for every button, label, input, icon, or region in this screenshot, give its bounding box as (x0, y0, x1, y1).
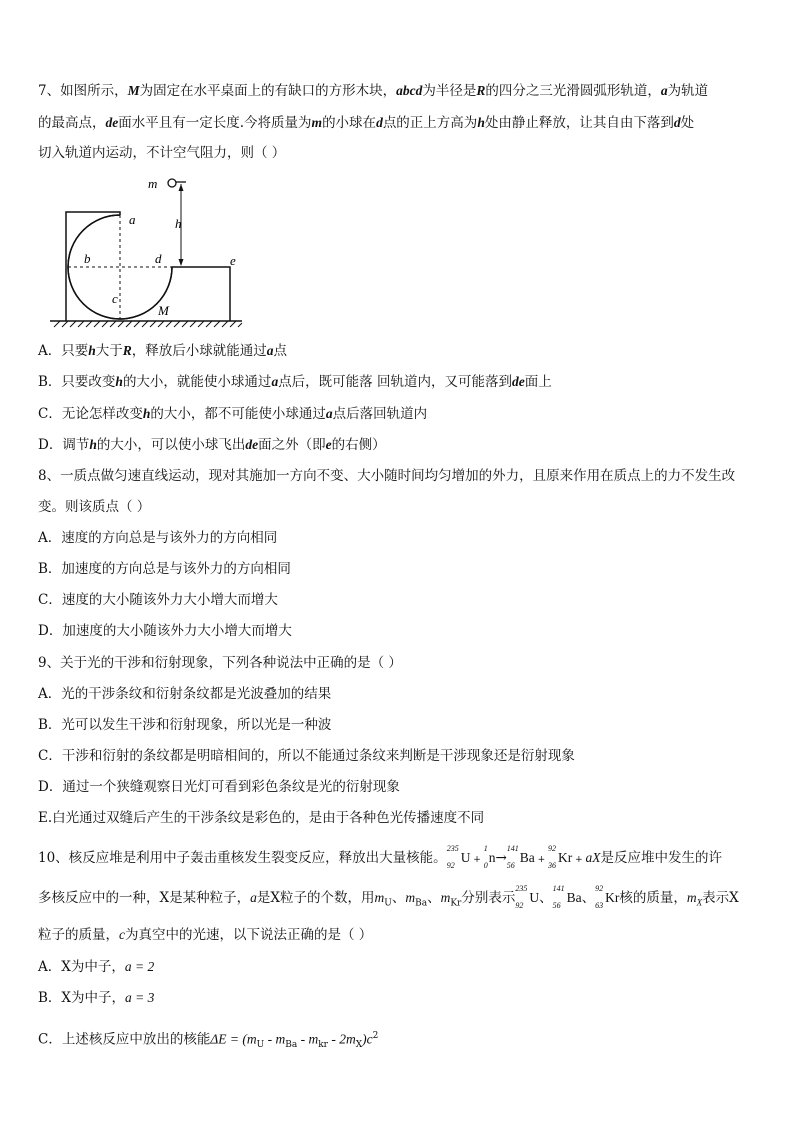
nuclide-Ba: 141 56 Ba (506, 844, 535, 870)
var-abcd: abcd (396, 83, 423, 98)
text: 为固定在水平桌面上的有缺口的方形木块， (139, 83, 397, 99)
q10-option-a: A．X为中子，a = 2 (38, 959, 155, 975)
label-a: a (129, 212, 136, 227)
var-R: R (476, 83, 486, 98)
q9-option-a: A．光的干涉条纹和衍射条纹都是光波叠加的结果 (38, 686, 332, 702)
label-b: b (84, 251, 91, 266)
text: 处 (680, 115, 695, 131)
q9-option-e: E.白光通过双缝后产生的干涉条纹是彩色的，是由于各种色光传播速度不同 (38, 810, 485, 826)
q8-option-d: D．加速度的大小随该外力大小增大而增大 (38, 623, 292, 639)
var-h: h (477, 115, 485, 130)
q10-line1: 10、核反应堆是利用中子轰击重核发生裂变反应，释放出大量核能。 235 92 U + 1 0 n→ 141 56 Ba + 92 36 Kr + aX是反应堆中发生的许 (38, 844, 723, 870)
nuclide-Kr: 92 36 Kr (548, 844, 573, 870)
arrow-up-icon (179, 184, 184, 191)
label-d: d (155, 251, 162, 266)
q8-line2: 变。则该质点（ ） (38, 499, 151, 515)
arrow-down-icon (179, 259, 184, 266)
text: 处由静止释放，让其自由下落到 (484, 115, 674, 131)
var-m: m (311, 115, 323, 130)
text: 点的正上方高为 (382, 115, 478, 131)
track-diagram (50, 172, 250, 330)
q10-option-b: B．X为中子，a = 3 (38, 990, 155, 1006)
ground-hatch (54, 321, 242, 327)
q8-option-c: C．速度的大小随该外力大小增大而增大 (38, 592, 278, 608)
q10-line2: 多核反应中的一种，X是某种粒子，a是X粒子的个数，用$m_U$、$m_{Ba}$、$m_{Kr}$分别表示 235 92 U、 141 56 Ba、 92 63 Kr核的质量，$m_X$表示X (38, 884, 739, 910)
text: 7、如图所示， (38, 83, 128, 99)
q10-option-c: C．上述核反应中放出的核能$\Delta E = (m_U - m_{Ba} - m_{kr} - 2m_X)c^2$ (38, 1031, 379, 1051)
q8-line1: 8、一质点做匀速直线运动，现对其施加一方向不变、大小随时间均匀增加的外力，且原来作用在质点上的力不发生改 (38, 468, 736, 484)
q7-option-a: A．只要h大于R，释放后小球就能通过a点 (38, 343, 288, 359)
var-a: a (660, 83, 668, 98)
q7-line1 (38, 81, 708, 101)
q7-option-d: D．调节h的大小，可以使小球飞出de面之外（即e的右侧） (38, 437, 386, 453)
label-m: m (148, 176, 158, 191)
q9-line1: 9、关于光的干涉和衍射现象，下列各种说法中正确的是（ ） (38, 655, 402, 671)
q8-option-b: B．加速度的方向总是与该外力的方向相同 (38, 561, 291, 577)
var-d: d (376, 115, 383, 130)
q9-option-b: B．光可以发生干涉和衍射现象，所以光是一种波 (38, 717, 332, 733)
nuclide-U: 235 92 U (446, 844, 471, 870)
q7-option-c: C．无论怎样改变h的大小，都不可能使小球通过a点后落回轨道内 (38, 406, 428, 422)
q7-line2 (38, 113, 694, 133)
var-M: M (127, 83, 140, 98)
q9-option-d: D．通过一个狭缝观察日光灯可看到彩色条纹是光的衍射现象 (38, 779, 400, 795)
label-h: h (175, 216, 182, 231)
ball-icon (168, 179, 176, 187)
q7-line3: 切入轨道内运动，不计空气阻力，则（ ） (38, 145, 286, 161)
var-d: d (673, 115, 681, 130)
nuclide-n: 1 0 n (483, 844, 496, 870)
label-c: c (112, 291, 118, 306)
q7-option-b: B．只要改变h的大小，就能使小球通过a点后，既可能落 回轨道内，又可能落到de面上 (38, 374, 552, 390)
label-M: M (158, 303, 169, 318)
var-de: de (105, 115, 119, 130)
text: 的四分之三光滑圆弧形轨道， (485, 83, 661, 99)
text: 面水平且有一定长度.今将质量为 (118, 115, 312, 131)
q10-line3: 粒子的质量，c为真空中的光速，以下说法正确的是（ ） (38, 927, 373, 943)
text: 的小球在 (322, 115, 377, 131)
text: 为轨道 (667, 83, 709, 99)
q9-option-c: C．干涉和衍射的条纹都是明暗相间的，所以不能通过条纹来判断是干涉现象还是衍射现象 (38, 748, 575, 764)
q8-option-a: A．速度的方向总是与该外力的方向相同 (38, 530, 278, 546)
text: 的最高点， (38, 115, 106, 131)
arc-track (68, 215, 172, 319)
label-e: e (230, 253, 236, 268)
text: 为半径是 (422, 83, 477, 99)
